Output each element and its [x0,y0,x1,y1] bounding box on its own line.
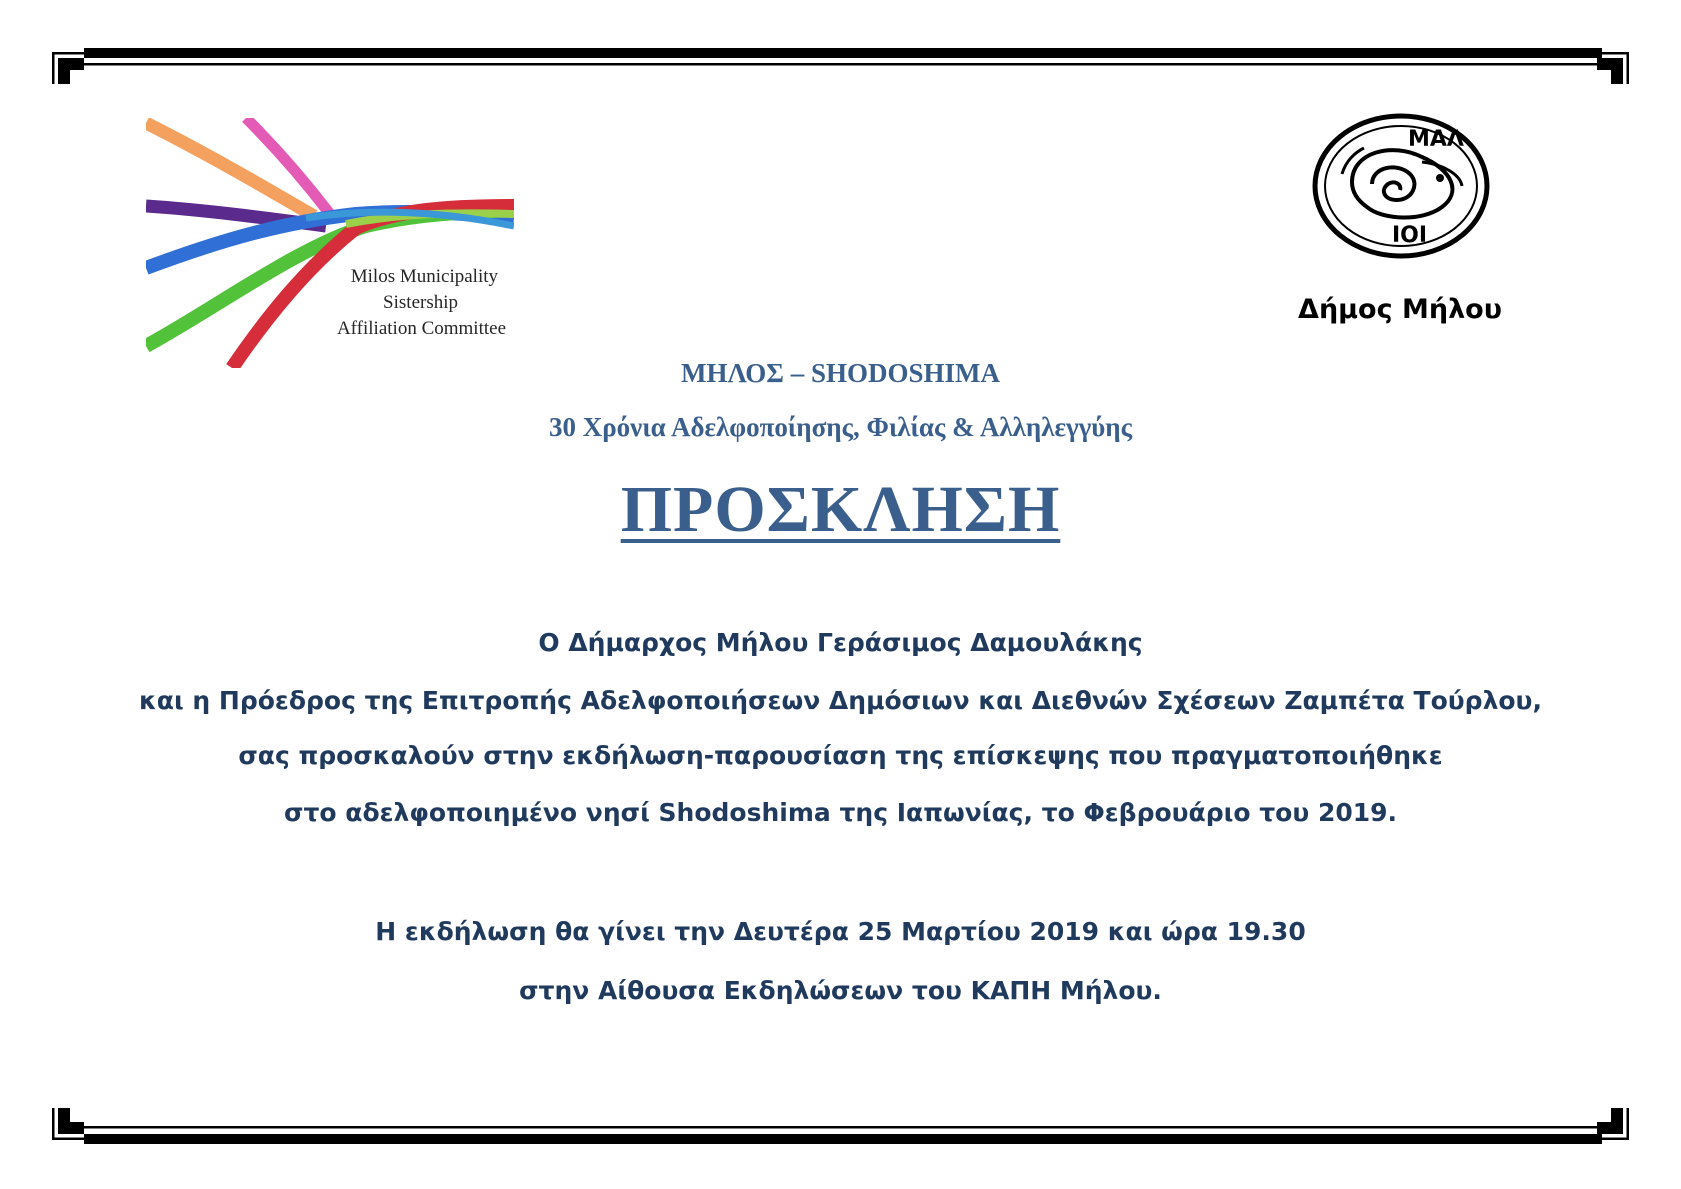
logo-text-line1: Milos Municipality [350,266,498,287]
body-line-visit: στο αδελφοποιημένο νησί Shodoshima της Ιαπωνίας, το Φεβρουάριο του 2019. [283,798,1398,827]
page-title-text: ΠΡΟΣΚΛΗΣΗ [620,473,1061,546]
municipality-coin-logo [1312,112,1490,260]
body-line-date-time: Η εκδήλωση θα γίνει την Δευτέρα 25 Μαρτίου 2019 και ώρα 19.30 [375,917,1306,946]
body-line-invite: σας προσκαλούν στην εκδήλωση-παρουσίαση της επίσκεψης που πραγματοποιήθηκε [238,741,1443,770]
body-line-mayor: Ο Δήμαρχος Μήλου Γεράσιμος Δαμουλάκης [538,628,1143,657]
subtitle-anniversary: 30 Χρόνια Αδελφοποίησης, Φιλίας & Αλληλεγγύης [548,412,1133,442]
body-line-venue: στην Αίθουσα Εκδηλώσεων του ΚΑΠΗ Μήλου. [519,976,1162,1005]
subtitle-islands: ΜΗΛΟΣ – SHODOSHIMA [681,358,1000,388]
coin-text-top: ΜΑΛ [1408,127,1464,152]
coin-text-bottom: ΙΟΙ [1392,223,1428,248]
body-line-president: και η Πρόεδρος της Επιτροπής Αδελφοποιήσεων Δημόσιων και Διεθνών Σχέσεων Ζαμπέτα Τούρλου, [139,686,1542,715]
ram-coin-icon [1312,112,1490,260]
logo-text-line2: Sistership [383,292,458,313]
page-title [0,472,1681,548]
municipality-name: Δήμος Μήλου [1298,294,1502,325]
committee-logo [146,118,514,368]
logo-text-line3: Affiliation Committee [336,318,506,339]
